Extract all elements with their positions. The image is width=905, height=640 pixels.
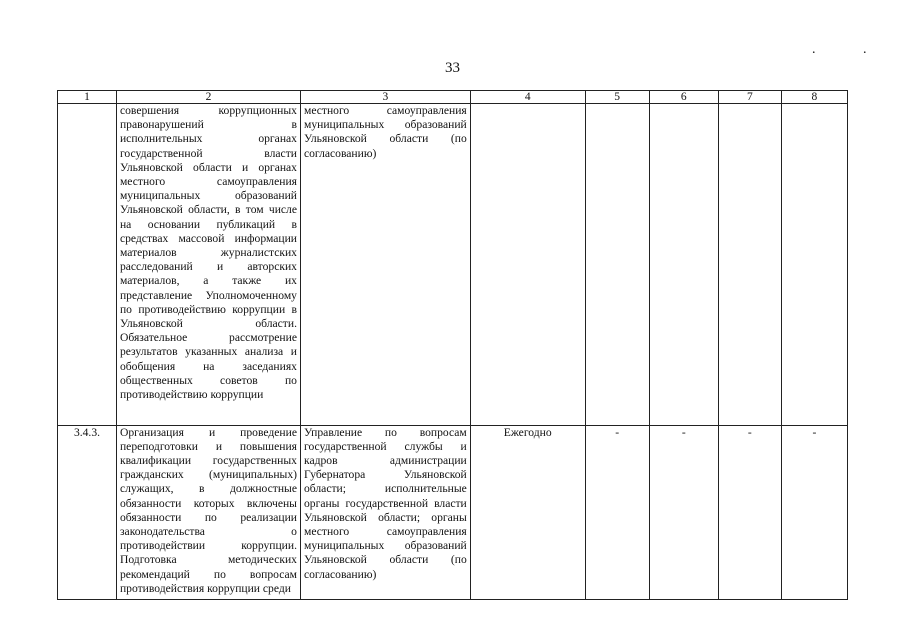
value-cell-8 xyxy=(781,104,847,426)
value-cell-6: - xyxy=(649,425,718,599)
deadline-cell: Ежегодно xyxy=(470,425,585,599)
value-cell-8: - xyxy=(781,425,847,599)
responsible-text: местного самоуправления муниципальных образований Ульяновской области (по согласованию) xyxy=(300,104,470,426)
column-header-8: 8 xyxy=(781,91,847,104)
column-header-4: 4 xyxy=(470,91,585,104)
measure-text: Организация и проведение переподготовки и повышения квалификации государственных гражданских (муниципальных) служащих, в должностные обязанности которых включены обязанности по реализации законодательства о противодействии коррупции. Подготовка методических рекомендаций по вопросам противодействия коррупции среди xyxy=(116,425,300,599)
page-number: 33 xyxy=(445,60,460,76)
column-header-7: 7 xyxy=(718,91,781,104)
column-header-3: 3 xyxy=(300,91,470,104)
item-number xyxy=(58,104,117,426)
table-row xyxy=(58,104,848,426)
column-header-2: 2 xyxy=(116,91,300,104)
value-cell-5: - xyxy=(585,425,649,599)
value-cell-7: - xyxy=(718,425,781,599)
corner-marks: . . xyxy=(812,42,889,57)
column-header-6: 6 xyxy=(649,91,718,104)
measure-text: совершения коррупционных правонарушений в исполнительных органах государственной власти Ульяновской области и органах местного самоуправления муниципальных образований Ульяновской области, в том числе на основании публикаций в средствах массовой информации материалов журналистских расследований и авторских материалов, а также их представление Уполномоченному по противодействию коррупции в Ульяновской области. Обязательное рассмотрение результатов указанных анализа и обобщения на заседаниях общественных советов по противодействию коррупции xyxy=(116,104,300,426)
plan-table xyxy=(57,90,848,600)
column-header-5: 5 xyxy=(585,91,649,104)
deadline-cell xyxy=(470,104,585,426)
value-cell-7 xyxy=(718,104,781,426)
column-header-1: 1 xyxy=(58,91,117,104)
table-header-row xyxy=(58,91,848,104)
value-cell-6 xyxy=(649,104,718,426)
responsible-text: Управление по вопросам государственной службы и кадров администрации Губернатора Ульяновской области; исполнительные органы государственной власти Ульяновской области; органы местного самоуправления муниципальных образований Ульяновской области (по согласованию) xyxy=(300,425,470,599)
table-row xyxy=(58,425,848,599)
item-number: 3.4.3. xyxy=(58,425,117,599)
value-cell-5 xyxy=(585,104,649,426)
